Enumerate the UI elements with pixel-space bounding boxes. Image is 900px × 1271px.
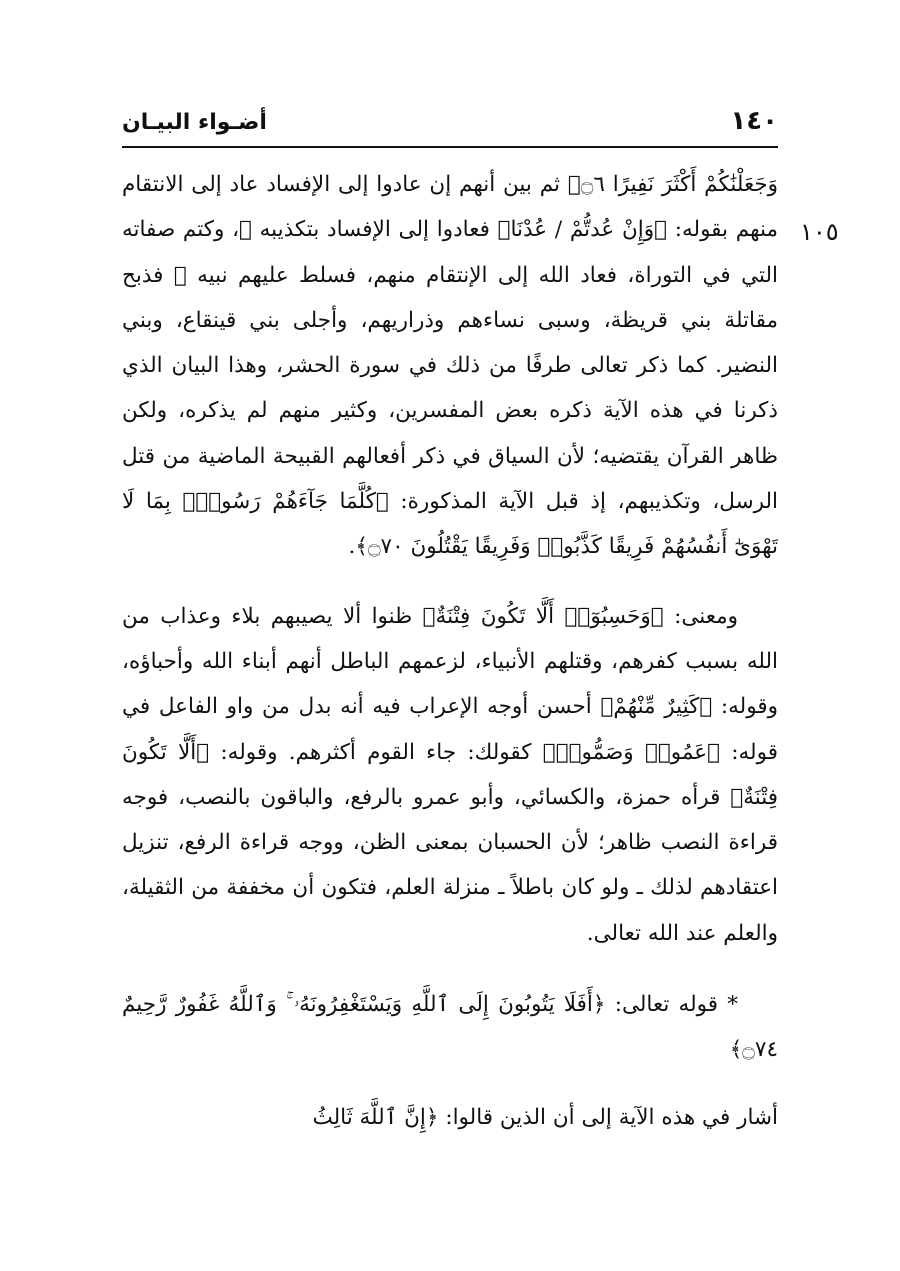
paragraph-4: أشار في هذه الآية إلى أن الذين قالوا: ﴿إِنَّ ٱللَّهَ ثَالِثُ — [312, 1104, 778, 1130]
page-number: ١٤٠ — [730, 106, 778, 136]
paragraph-2: ومعنى: ﴿وَحَسِبُوٓا۟ أَلَّا تَكُونَ فِتْنَةٌ﴾ ظنوا ألا يصيبهم بلاء وعذاب من الله بسبب كفرهم، وقتلهم الأنبياء، لزعمهم الباطل أنهم أبناء الله وأحباؤه، وقوله: ﴿كَثِيرٌ مِّنْهُمْ﴾ أحسن أوجه الإعراب فيه أنه بدل من واو الفاعل في قوله: ﴿عَمُوا۟ وَصَمُّوا۟﴾ كقولك: جاء القوم أكثرهم. وقوله: ﴿أَلَّا تَكُونَ فِتْنَةٌ﴾ قرأه حمزة، والكسائي، وأبو عمرو بالرفع، والباقون بالنصب، فوجه قراءة النصب ظاهر؛ لأن الحسبان بمعنى الظن، ووجه قراءة الرفع، تنزيل اعتقادهم لذلك ـ ولو كان باطلاً ـ منزلة العلم، فتكون أن مخففة من الثقيلة، والعلم عند الله تعالى. — [122, 603, 778, 946]
running-title: أضـواء البيـان — [122, 110, 267, 135]
body-text — [122, 162, 778, 1140]
paragraph-3: * قوله تعالى: ﴿أَفَلَا يَتُوبُونَ إِلَى ٱللَّهِ وَيَسْتَغْفِرُونَهُۥ ۚ وَٱللَّهُ غَفُورٌ رَّحِيمٌ ۝٧٤﴾ — [122, 992, 778, 1063]
page-header — [122, 102, 778, 148]
margin-reference-number: ١٠٥ — [800, 218, 839, 246]
paragraph-1: وَجَعَلْنَٰكُمْ أَكْثَرَ نَفِيرًا ۝٦﴾ ثم بين أنهم إن عادوا إلى الإفساد عاد إلى الانتقام منهم بقوله: ﴿وَإِنْ عُدتُّمْ / عُدْنَا﴾ فعادوا إلى الإفساد بتكذيبه ﷺ، وكتم صفاته التي في التوراة، فعاد الله إلى الإنتقام منهم، فسلط عليهم نبيه ﷺ فذبح مقاتلة بني قريظة، وسبى نساءهم وذراريهم، وأجلى بني قينقاع، وبني النضير. كما ذكر تعالى طرفًا من ذلك في سورة الحشر، وهذا البيان الذي ذكرنا في هذه الآية ذكره بعض المفسرين، وكثير منهم لم يذكره، ولكن ظاهر القرآن يقتضيه؛ لأن السياق في ذكر أفعالهم القبيحة الماضية من قتل الرسل، وتكذيبهم، إذ قبل الآية المذكورة: ﴿كُلَّمَا جَآءَهُمْ رَسُولٌۢ بِمَا لَا تَهْوَىٰٓ أَنفُسُهُمْ فَرِيقًا كَذَّبُوا۟ وَفَرِيقًا يَقْتُلُونَ ۝٧٠﴾. — [122, 172, 778, 560]
